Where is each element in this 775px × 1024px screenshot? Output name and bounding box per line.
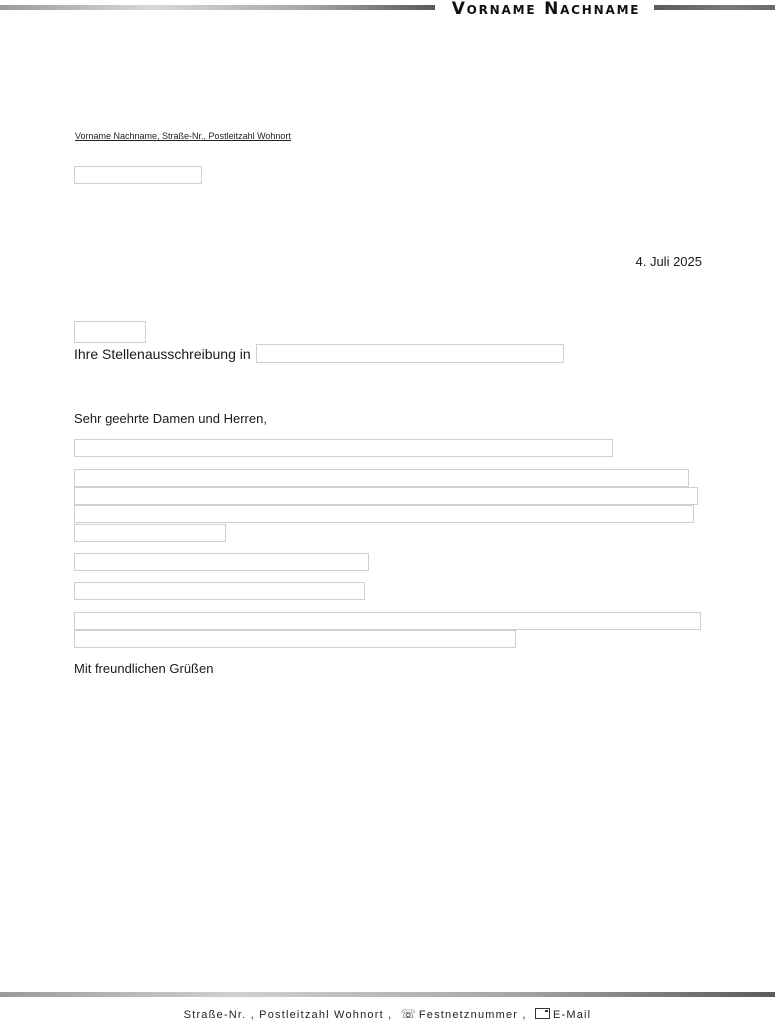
- body-field-paragraph-2[interactable]: [74, 553, 369, 571]
- email-icon: [535, 1008, 550, 1019]
- body-field-paragraph-1-line-1[interactable]: [74, 469, 689, 487]
- footer-phone: Festnetznummer ,: [418, 1009, 527, 1021]
- sender-line: Vorname Nachname, Straße-Nr., Postleitzahl Wohnort: [75, 131, 291, 141]
- phone-icon: ☏: [400, 1007, 417, 1021]
- footer-bar: [0, 992, 775, 997]
- header-bar-right: [654, 5, 775, 10]
- body-field-paragraph-1-line-2[interactable]: [74, 487, 698, 505]
- subject-prefix: Ihre Stellenausschreibung in: [74, 346, 251, 362]
- body-field-paragraph-1-line-4[interactable]: [74, 524, 226, 542]
- recipient-field[interactable]: [74, 166, 202, 184]
- footer-contact-line: [0, 1007, 775, 1021]
- footer-address: Straße-Nr. , Postleitzahl Wohnort ,: [183, 1009, 393, 1021]
- closing: Mit freundlichen Grüßen: [74, 661, 214, 676]
- body-field-paragraph-4-line-1[interactable]: [74, 612, 701, 630]
- body-field-paragraph-3[interactable]: [74, 582, 365, 600]
- subject-field[interactable]: [256, 344, 564, 363]
- footer-email: E-Mail: [552, 1009, 592, 1021]
- body-field-intro[interactable]: [74, 439, 613, 457]
- reference-field[interactable]: [74, 321, 146, 343]
- body-field-paragraph-4-line-2[interactable]: [74, 630, 516, 648]
- body-field-paragraph-1-line-3[interactable]: [74, 505, 694, 523]
- salutation: Sehr geehrte Damen und Herren,: [74, 411, 267, 426]
- letter-date: 4. Juli 2025: [635, 254, 702, 269]
- header-bar-left: [0, 5, 435, 10]
- header-name: Vorname Nachname: [451, 0, 641, 19]
